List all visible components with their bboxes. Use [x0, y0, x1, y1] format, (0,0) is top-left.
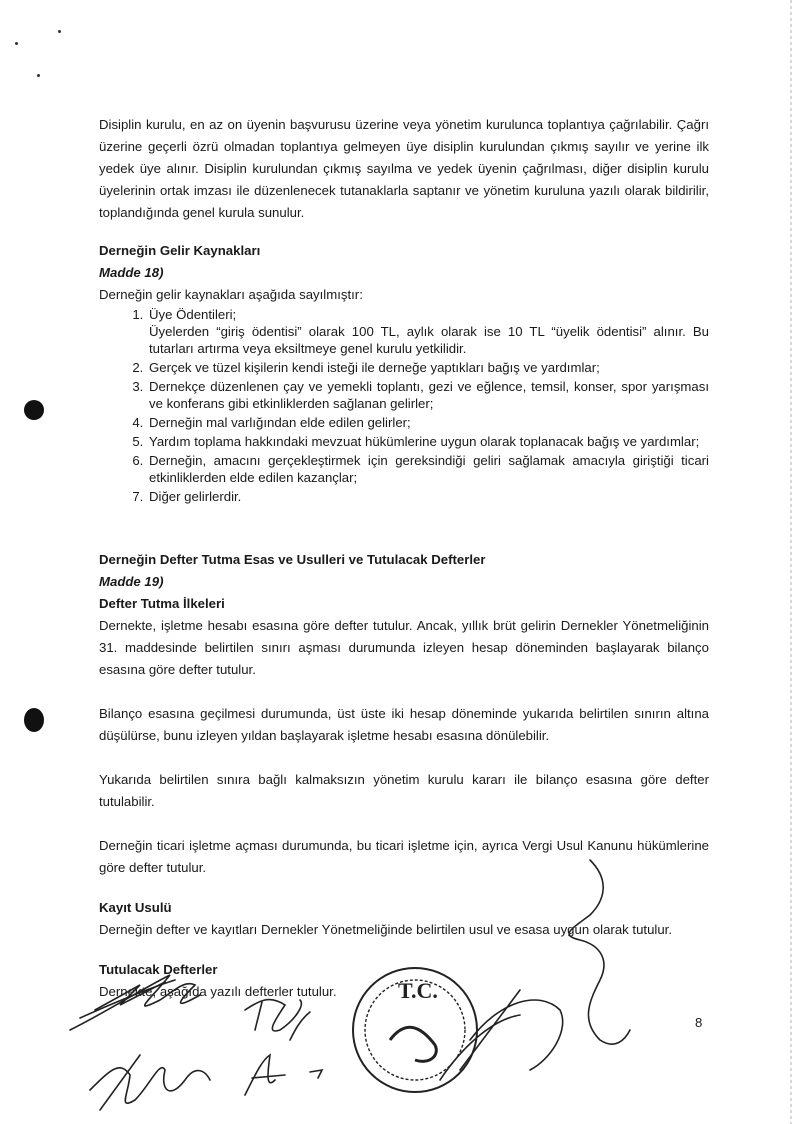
section-18-article: Madde 18) — [99, 265, 164, 280]
list-item: 2. Gerçek ve tüzel kişilerin kendi isteği ile derneğe yaptıkları bağış ve yardımlar; — [147, 359, 709, 376]
signature-5 — [440, 860, 630, 1080]
kayit-heading: Kayıt Usulü — [99, 900, 172, 915]
official-stamp — [353, 968, 477, 1092]
signature-2 — [245, 1000, 310, 1040]
intro-paragraph: Disiplin kurulu, en az on üyenin başvurusu üzerine veya yönetim kurulunca toplantıya çağrılabilir. Çağrı üzerine geçerli özrü olmadan toplantıya gelmeyen üye disiplin kurulundan çıkmış sayılır ve yerine ilk yedek üye alınır. Disiplin kurulundan çıkmış sayılma ve yedek üyenin çağrılması, diğer disiplin kurulu üyelerinin ortak imzası ile düzenlenecek tutanaklarla saptanır ve yönetim kuruluna yazılı olarak bildirilir, toplandığında genel kurula sunulur. — [99, 117, 709, 220]
section-19-paragraph: Dernekte, işletme hesabı esasına göre defter tutulur. Ancak, yıllık brüt gelirin Dernekler Yönetmeliğinin 31. maddesinde belirtilen sınırı aşması durumunda izleyen hesap döneminden başlayarak bilanço esasına göre defter tutulur. — [99, 618, 709, 677]
page-number: 8 — [695, 1015, 703, 1030]
section-19-heading: Derneğin Defter Tutma Esas ve Usulleri ve Tutulacak Defterler — [99, 552, 486, 567]
list-item: 4. Derneğin mal varlığından elde edilen gelirler; — [147, 414, 709, 431]
section-19-subheading: Defter Tutma İlkeleri — [99, 596, 225, 611]
section-19-paragraph: Derneğin ticari işletme açması durumunda, bu ticari işletme için, ayrıca Vergi Usul Kanunu hükümlerine göre defter tutulur. — [99, 838, 709, 875]
section-19-paragraph: Yukarıda belirtilen sınıra bağlı kalmaksızın yönetim kurulu kararı ile bilanço esasına göre defter tutulabilir. — [99, 772, 709, 809]
list-item: 7. Diğer gelirlerdir. — [147, 488, 709, 505]
tutulacak-heading: Tutulacak Defterler — [99, 962, 218, 977]
kayit-text: Derneğin defter ve kayıtları Dernekler Yönetmeliğinde belirtilen usul ve esasa uygun olarak tutulur. — [99, 922, 672, 937]
signature-1 — [70, 975, 200, 1030]
list-item: 3. Dernekçe düzenlenen çay ve yemekli toplantı, gezi ve eğlence, temsil, konser, spor yarışması ve konferans gibi etkinliklerden sağlanan gelirler; — [147, 378, 709, 412]
list-item-detail: Üyelerden “giriş ödentisi” olarak 100 TL, aylık olarak ise 10 TL “üyelik ödentisi” alınır. Bu tutarları artırma veya eksiltmeye genel kurulu yetkilidir. — [149, 324, 709, 356]
section-18-lead: Derneğin gelir kaynakları aşağıda sayılmıştır: — [99, 287, 363, 302]
section-19-paragraph: Bilanço esasına geçilmesi durumunda, üst üste iki hesap döneminde yukarıda belirtilen sınırın altına düşülürse, bunu izleyen yıldan başlayarak işletme hesabı esasına dönülebilir. — [99, 706, 709, 743]
tutulacak-text: Dernekte, aşağıda yazılı defterler tutulur. — [99, 984, 337, 999]
list-item: 6. Derneğin, amacını gerçekleştirmek için gereksindiği geliri sağlamak amacıyla giriştiği ticari etkinliklerden elde edilen kazançlar; — [147, 452, 709, 486]
section-18-heading: Derneğin Gelir Kaynakları — [99, 243, 261, 258]
signature-3 — [90, 1055, 210, 1110]
signature-4 — [245, 1055, 322, 1095]
stamp-text: T.C. — [398, 978, 438, 1003]
section-19-article: Madde 19) — [99, 574, 164, 589]
list-item: 5. Yardım toplama hakkındaki mevzuat hükümlerine uygun olarak toplanacak bağış ve yardımlar; — [147, 433, 709, 450]
list-item-text: 1. Üye Ödentileri; — [149, 307, 237, 322]
